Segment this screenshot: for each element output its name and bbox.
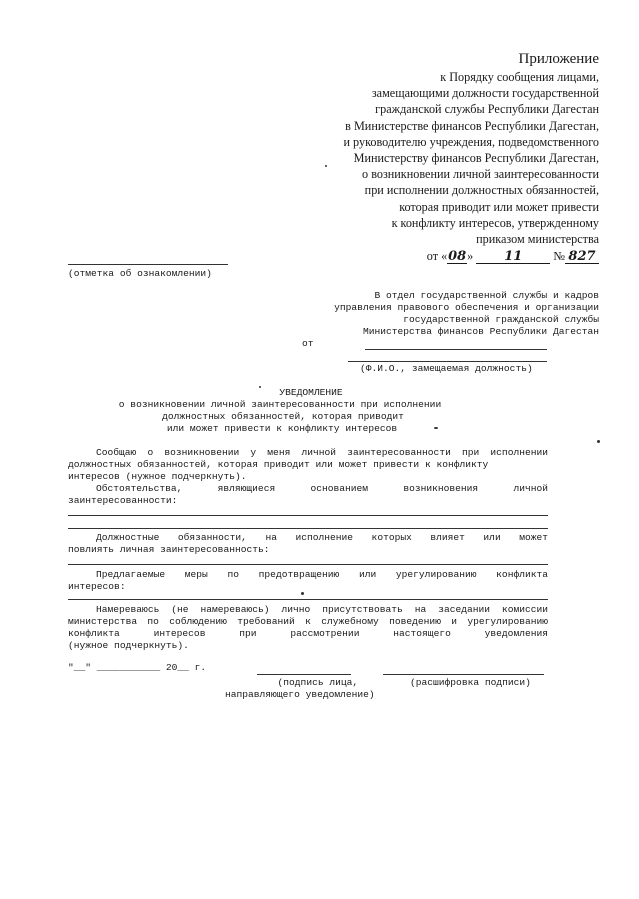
paragraph-measures: Предлагаемые меры по предотвращению или урегулированию конфликта [96,569,548,580]
paragraph-interest [68,447,548,471]
decode-line [383,674,544,675]
paragraph-commission-end: (нужное подчеркнуть). [68,640,189,651]
paragraph-interest-end: интересов (нужное подчеркнуть). [68,471,247,482]
order-date-line [269,248,599,264]
signature-date: "__" ___________ 20__ г. [68,662,207,673]
addressee-line: Министерства финансов Республики Дагестан [362,326,599,337]
order-number: 827 [565,250,599,264]
date-close: » [467,249,474,264]
heading-line: или может привести к конфликту интересов [166,423,398,434]
fio-caption: (Ф.И.О., замещаемая должность) [360,363,533,374]
appendix-line: приказом министерства [476,232,599,247]
signature-line [257,674,351,675]
date-prefix: от « [426,249,448,264]
addressee-block [279,290,599,350]
scan-speck [325,165,327,167]
circumstances-line-1 [68,515,548,516]
appendix-header [269,50,599,264]
heading-line: должностных обязанностей, которая приводит [162,411,404,422]
addressee-line: В отдел государственной службы и кадров [374,290,599,301]
paragraph-measures-end: интересов: [68,581,126,592]
paragraph-circumstances: Обстоятельства, являющиеся основанием возникновения личной [96,483,548,494]
notification-title: УВЕДОМЛЕНИЕ [279,387,343,398]
scan-speck [597,440,600,443]
signature-caption [225,677,375,701]
appendix-title: Приложение [518,51,599,67]
fio-line [348,361,547,362]
number-prefix: № [553,249,565,264]
addressee-from: от [302,338,314,349]
duties-line [68,564,548,565]
appendix-line: и руководителю учреждения, подведомственного [343,134,599,149]
signature-caption-line: (подпись лица, [277,677,359,688]
measures-line [68,599,548,600]
addressee-line: государственной гражданской службы [403,314,599,325]
paragraph-duties: Должностные обязанности, на исполнение которых влияет или может [96,532,548,543]
order-month: 11 [476,250,550,264]
acknowledgement-line [68,264,228,265]
appendix-line: гражданской службы Республики Дагестан [375,102,599,117]
appendix-line: в Министерстве финансов Республики Дагестан, [345,118,599,133]
scan-speck [301,592,304,595]
addressee-line: управления правового обеспечения и организации [334,302,599,313]
paragraph-commission: Намереваюсь (не намереваюсь) лично присутствовать на заседании комиссии министерства по соблюдению требований к служебному поведению и урегулированию конфликта интересов при рассмотрении настоящего уведомления [68,604,548,639]
paragraph-text: Сообщаю о возникновении у меня личной заинтересованности при исполнении должностных обязанностей, которая приводит или может привести к конфликту [68,447,548,470]
acknowledgement-caption: (отметка об ознакомлении) [68,268,212,279]
appendix-line: к конфликту интересов, утвержденному [391,215,599,230]
appendix-line: которая приводит или может привести [399,199,599,214]
signature-caption-line: направляющего уведомление) [225,689,375,700]
circumstances-line-2 [68,528,548,529]
appendix-line: о возникновении личной заинтересованности [362,167,599,182]
heading-line: о возникновении личной заинтересованности при исполнении [118,399,442,410]
scan-speck [259,386,261,388]
order-day: 08 [448,249,467,265]
appendix-line: к Порядку сообщения лицами, [440,70,599,84]
paragraph-duties-end: повлиять личная заинтересованность: [68,544,270,555]
appendix-line: замещающими должности государственной [371,86,599,101]
appendix-line: при исполнении должностных обязанностей, [364,183,599,198]
scan-speck [434,427,438,429]
from-name-line [365,349,547,350]
appendix-line: Министерству финансов Республики Дагестан, [353,151,599,166]
decode-caption: (расшифровка подписи) [410,677,531,688]
paragraph-circumstances-end: заинтересованности: [68,495,178,506]
